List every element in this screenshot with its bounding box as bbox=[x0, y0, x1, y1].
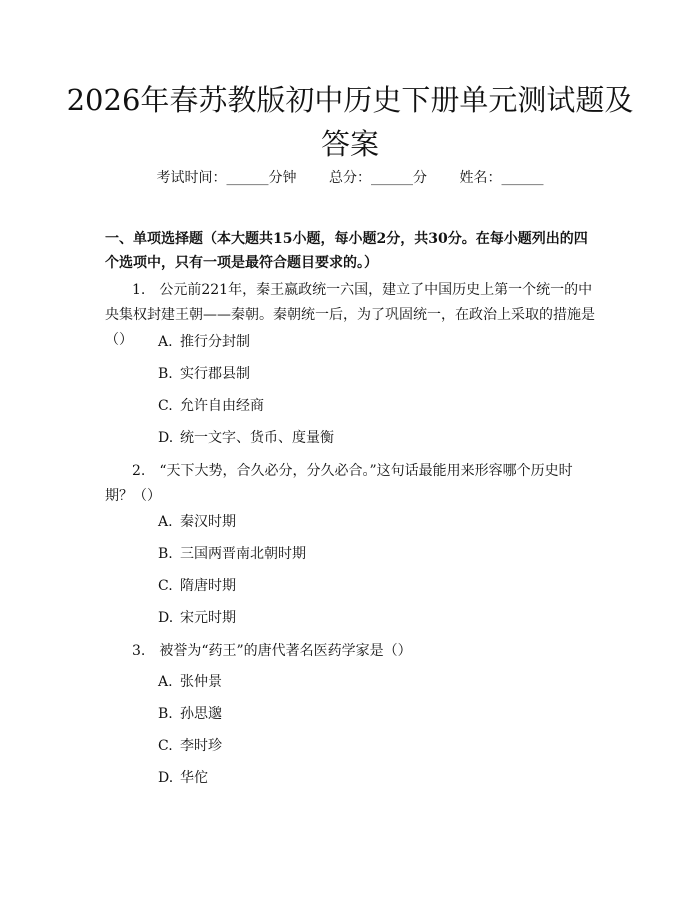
question-2-option-a bbox=[158, 512, 236, 532]
exam-info-line bbox=[0, 168, 700, 188]
option-letter: B. bbox=[158, 366, 173, 382]
question-1-option-a bbox=[158, 332, 250, 352]
question-3-option-a bbox=[158, 672, 222, 692]
option-letter: C. bbox=[158, 578, 173, 594]
question-text: 被誉为“药王”的唐代著名医药学家是（） bbox=[159, 643, 412, 659]
question-2-option-d bbox=[158, 608, 236, 628]
option-text: 孙思邈 bbox=[180, 706, 222, 722]
question-text: “天下大势，合久必分，分久必合。”这句话最能用来形容哪个历史时期？（） bbox=[105, 463, 573, 504]
option-letter: C. bbox=[158, 398, 173, 414]
section-heading: 一、单项选择题（本大题共15小题，每小题2分，共30分。在每小题列出的四个选项中，只有一项是最符合题目要求的。） bbox=[105, 231, 588, 271]
option-letter: D. bbox=[158, 610, 174, 626]
question-1-option-c bbox=[158, 396, 264, 416]
option-text: 三国两晋南北朝时期 bbox=[180, 546, 306, 562]
option-text: 允许自由经商 bbox=[180, 398, 264, 414]
question-3-option-d bbox=[158, 768, 208, 788]
option-text: 李时珍 bbox=[180, 738, 222, 754]
question-number: 2. bbox=[132, 463, 146, 479]
option-letter: C. bbox=[158, 738, 173, 754]
total-score-field: 总分：______分 bbox=[329, 170, 427, 186]
question-2 bbox=[105, 459, 600, 509]
question-1-option-d bbox=[158, 428, 334, 448]
option-letter: A. bbox=[158, 674, 173, 690]
exam-time-field: 考试时间：______分钟 bbox=[156, 170, 297, 186]
question-number: 1. bbox=[132, 282, 146, 298]
option-letter: A. bbox=[158, 514, 173, 530]
question-3-option-c bbox=[158, 736, 222, 756]
page-title: 2026年春苏教版初中历史下册单元测试题及答案 bbox=[66, 83, 634, 161]
question-1-option-b bbox=[158, 364, 250, 384]
option-text: 宋元时期 bbox=[180, 610, 236, 626]
option-text: 实行郡县制 bbox=[180, 366, 250, 382]
option-text: 统一文字、货币、度量衡 bbox=[180, 430, 334, 446]
option-letter: B. bbox=[158, 706, 173, 722]
question-number: 3. bbox=[132, 643, 146, 659]
question-2-option-c bbox=[158, 576, 236, 596]
option-letter: D. bbox=[158, 770, 174, 786]
option-text: 隋唐时期 bbox=[180, 578, 236, 594]
option-text: 华佗 bbox=[180, 770, 208, 786]
question-text: 公元前221年，秦王嬴政统一六国，建立了中国历史上第一个统一的中央集权封建王朝——秦朝。秦朝统一后，为了巩固统一，在政治上采取的措施是（） bbox=[105, 282, 595, 348]
option-text: 推行分封制 bbox=[180, 334, 250, 350]
option-text: 秦汉时期 bbox=[180, 514, 236, 530]
option-text: 张仲景 bbox=[180, 674, 222, 690]
option-letter: A. bbox=[158, 334, 173, 350]
question-2-option-b bbox=[158, 544, 306, 564]
question-3-option-b bbox=[158, 704, 222, 724]
question-3 bbox=[105, 639, 600, 664]
option-letter: D. bbox=[158, 430, 174, 446]
student-name-field: 姓名：______ bbox=[459, 170, 544, 186]
option-letter: B. bbox=[158, 546, 173, 562]
